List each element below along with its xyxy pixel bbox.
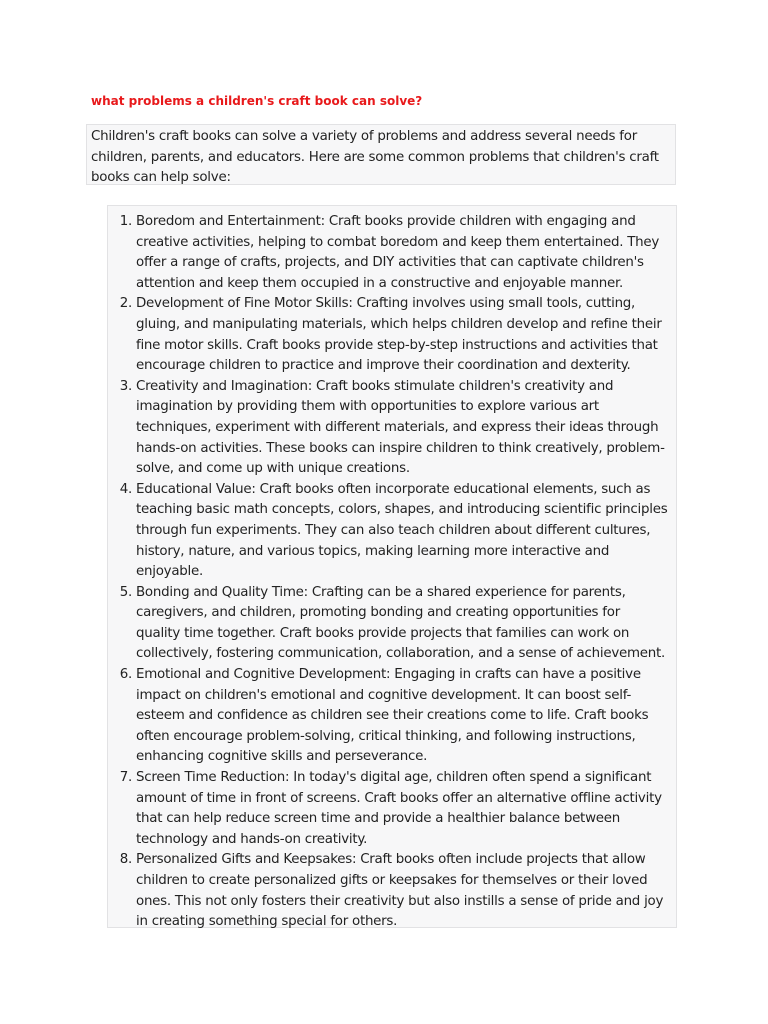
list-item-line: often encourage problem-solving, critical thinking, and following instructions, xyxy=(136,728,636,744)
list-item xyxy=(108,583,676,665)
list-item-line: Creativity and Imagination: Craft books stimulate children's creativity and xyxy=(136,378,614,394)
list-item-number: 6. xyxy=(119,667,132,683)
list-item-line: Development of Fine Motor Skills: Crafting involves using small tools, cutting, xyxy=(136,296,636,312)
problems-list xyxy=(108,212,676,933)
list-item-line: ones. This not only fosters their creativity but also instills a sense of pride and joy xyxy=(136,893,664,909)
list-item-text xyxy=(136,665,670,768)
list-item-text xyxy=(136,850,670,932)
list-item-line: Bonding and Quality Time: Crafting can be a shared experience for parents, xyxy=(136,584,626,600)
list-item-line: Personalized Gifts and Keepsakes: Craft books often include projects that allow xyxy=(136,852,646,868)
list-item-number: 3. xyxy=(119,378,132,394)
list-item-line: techniques, experiment with different materials, and express their ideas through xyxy=(136,419,659,435)
list-item xyxy=(108,768,676,850)
list-item-line: caregivers, and children, promoting bonding and creating opportunities for xyxy=(136,605,620,621)
list-item-line: quality time together. Craft books provide projects that families can work on xyxy=(136,625,630,641)
problems-list-box xyxy=(107,205,677,928)
list-item-line: teaching basic math concepts, colors, shapes, and introducing scientific principles xyxy=(136,502,668,518)
intro-line: books can help solve: xyxy=(91,170,231,186)
list-item-line: fine motor skills. Craft books provide step-by-step instructions and activities that xyxy=(136,337,658,353)
list-item-line: collectively, fostering communication, collaboration, and a sense of achievement. xyxy=(136,646,666,662)
list-item-line: imagination by providing them with opportunities to explore various art xyxy=(136,399,599,415)
list-item-line: creative activities, helping to combat boredom and keep them entertained. They xyxy=(136,234,660,250)
list-item-number: 1. xyxy=(119,214,132,229)
list-item xyxy=(108,850,676,932)
list-item-line: esteem and confidence as children see their creations come to life. Craft books xyxy=(136,708,649,724)
list-item-text xyxy=(136,480,670,583)
list-item-line: in creating something special for others. xyxy=(136,914,398,930)
list-item-number: 5. xyxy=(119,584,132,600)
list-item-line: Emotional and Cognitive Development: Engaging in crafts can have a positive xyxy=(136,667,641,683)
list-item-text xyxy=(136,212,670,294)
list-item-text xyxy=(136,583,670,665)
list-item-line: impact on children's emotional and cognitive development. It can boost self- xyxy=(136,687,632,703)
list-item-text xyxy=(136,377,670,480)
list-item-line: amount of time in front of screens. Craft books offer an alternative offline activity xyxy=(136,790,662,806)
list-item-line: gluing, and manipulating materials, which helps children develop and refine their xyxy=(136,316,662,332)
list-item-line: technology and hands-on creativity. xyxy=(136,831,368,847)
intro-paragraph xyxy=(86,124,676,185)
list-item-text xyxy=(136,768,670,850)
intro-line: children, parents, and educators. Here are some common problems that children's craft xyxy=(91,149,659,165)
list-item xyxy=(108,665,676,768)
intro-line: Children's craft books can solve a variety of problems and address several needs for xyxy=(91,129,637,144)
list-item-number: 7. xyxy=(119,770,132,786)
list-item-number: 4. xyxy=(119,481,132,497)
list-item-line: hands-on activities. These books can inspire children to think creatively, problem- xyxy=(136,440,665,456)
list-item xyxy=(108,294,676,376)
list-item-line: that can help reduce screen time and provide a healthier balance between xyxy=(136,811,620,827)
list-item-number: 8. xyxy=(119,852,132,868)
list-item-line: Boredom and Entertainment: Craft books provide children with engaging and xyxy=(136,214,636,229)
list-item xyxy=(108,377,676,480)
list-item-text xyxy=(136,294,670,376)
list-item xyxy=(108,480,676,583)
list-item-line: enhancing cognitive skills and perseverance. xyxy=(136,749,428,765)
list-item-line: Educational Value: Craft books often incorporate educational elements, such as xyxy=(136,481,651,497)
list-item-line: children to create personalized gifts or keepsakes for themselves or their loved xyxy=(136,873,648,888)
list-item-line: attention and keep them occupied in a constructive and enjoyable manner. xyxy=(136,275,624,291)
list-item-line: solve, and come up with unique creations. xyxy=(136,461,410,477)
list-item-line: encourage children to practice and improve their coordination and dexterity. xyxy=(136,358,631,374)
list-item-number: 2. xyxy=(119,296,132,312)
list-item-line: offer a range of crafts, projects, and DIY activities that can captivate children's xyxy=(136,255,644,271)
list-item-line: through fun experiments. They can also teach children about different cultures, xyxy=(136,522,651,538)
question-heading: what problems a children's craft book can solve? xyxy=(91,94,423,108)
list-item xyxy=(108,212,676,294)
list-item-line: history, nature, and various topics, making learning more interactive and xyxy=(136,543,610,559)
list-item-line: enjoyable. xyxy=(136,564,203,580)
list-item-line: Screen Time Reduction: In today's digital age, children often spend a significant xyxy=(136,770,652,786)
